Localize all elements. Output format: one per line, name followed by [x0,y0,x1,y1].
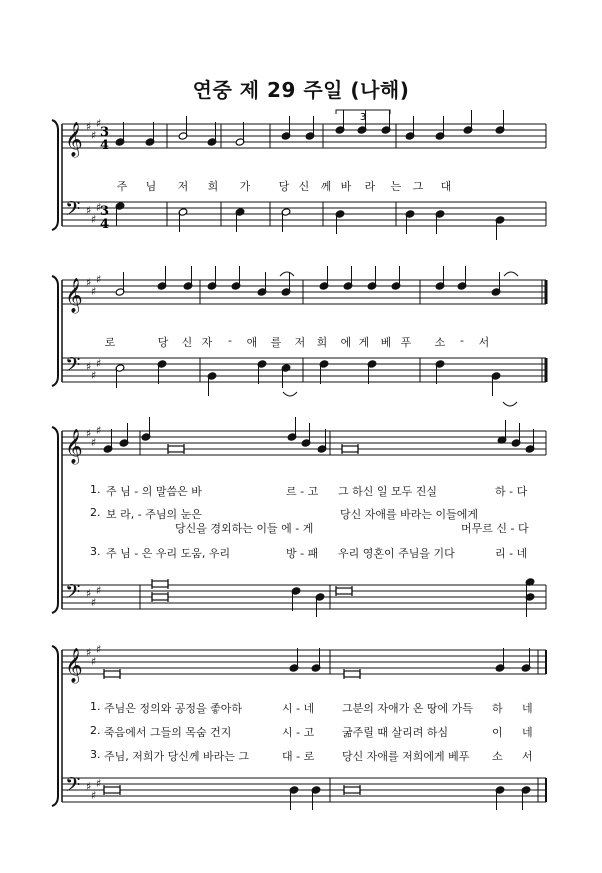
refrain-syllable: - [460,334,464,347]
fermata-icon [280,272,294,276]
verse-number: 3. [90,545,101,558]
sharp-icon: ♯ [86,587,92,600]
bass-staff-3 [62,585,546,609]
page-title: 연중 제 29 주일 (나해) [192,78,410,102]
verse-text: 서 [522,750,533,763]
sharp-icon: ♯ [96,643,102,656]
system-bracket [52,120,58,230]
refrain-syllable: 희 [207,180,219,193]
refrain-syllable: 바 [340,180,352,193]
breve-note [342,446,358,452]
refrain-syllable: - [228,334,232,347]
triplet-mark: 3 [359,112,367,123]
verse-text: 네 [522,726,533,739]
sharp-icon: ♯ [86,427,92,440]
bass-clef-icon: 𝄢 [65,353,81,381]
sharp-icon: ♯ [86,276,92,289]
verse-text: 주님, 저희가 당신께 바라는 그 [104,750,249,763]
verse-text: 우리 영혼이 주님을 기다 [338,547,455,560]
refrain-syllable: 베 [380,336,392,349]
refrain-syllable: 님 [145,180,157,193]
bass-clef-icon: 𝄢 [65,773,81,801]
breve-note [336,588,352,594]
fermata-icon [504,272,518,276]
breve-note [152,581,168,587]
verse-text: 그 하신 일 모두 진실 [338,485,437,498]
bass-clef-icon: 𝄢 [65,580,81,608]
verse-text: 소 [492,750,503,763]
sharp-icon: ♯ [91,129,97,142]
refrain-syllable: 게 [358,336,370,349]
refrain-syllable: 는 [390,180,402,193]
breve-note [104,671,120,677]
verse-text: 르 - 고 [286,485,319,498]
treble-staff-4 [62,650,546,674]
refrain-syllable: 가 [239,180,251,193]
sharp-icon: ♯ [86,360,92,373]
refrain-syllable: 신 [181,336,193,349]
verse-text: 하 - 다 [495,485,528,498]
verse-number: 1. [90,483,101,496]
verse-number: 3. [90,748,101,761]
verse-text: 방 - 패 [286,547,319,560]
system-bracket [52,276,58,386]
sharp-icon: ♯ [91,213,97,226]
verse-text: 이 [492,726,503,739]
bass-staff-2 [62,358,546,382]
verse-text: 주 님 - 의 말씀은 바 [106,485,202,498]
sharp-icon: ♯ [86,120,92,133]
refrain-syllable: 저 [294,336,306,349]
refrain-syllable: 대 [440,180,452,193]
verse-text: 네 [522,702,533,715]
time-signature-bottom: 4 [100,138,110,153]
verse-text: 그분의 자애가 온 땅에 가득 [342,702,473,715]
verse-number: 1. [90,700,101,713]
sharp-icon: ♯ [96,777,102,790]
refrain-syllable: 당 [157,336,169,349]
time-signature-top-bass: 3 [100,204,110,219]
refrain-syllable: 푸 [400,336,412,349]
verse-number: 2. [90,724,101,737]
treble-staff-1 [62,124,546,148]
time-signature-bottom-bass: 4 [100,217,110,232]
verse-text: 시 - 네 [282,702,315,715]
breve-note [344,787,360,793]
refrain-syllable: 애 [246,336,258,349]
refrain-syllable: 서 [478,336,490,349]
bass-staff-1 [62,202,546,226]
verse-text: 보 라, - 주님의 눈은 [106,508,202,521]
refrain-syllable: 저 [177,180,189,193]
verse-text: 시 - 고 [282,726,315,739]
sharp-icon: ♯ [86,204,92,217]
sharp-icon: ♯ [96,424,102,437]
verse-number: 2. [90,506,101,519]
time-signature-top: 3 [100,125,110,140]
verse-text: 리 - 네 [495,547,528,560]
bass-staff-4 [62,778,546,802]
verse-text: 당신 자애를 바라는 이들에게 [340,508,479,521]
bass-clef-icon: 𝄢 [65,197,81,225]
verse-text: 하 [492,702,503,715]
refrain-syllable: 주 [116,180,128,193]
treble-clef-icon: 𝄞 [65,648,83,683]
refrain-syllable: 에 [340,336,352,349]
treble-staff-2 [62,280,546,304]
refrain-syllable: 자 [201,336,213,349]
refrain-syllable: 희 [316,336,328,349]
sharp-icon: ♯ [91,596,97,609]
verse-text: 당신 자애를 저희에게 베푸 [342,750,470,763]
verse-text: 머무르 신 - 다 [461,522,529,535]
treble-clef-icon: 𝄞 [65,122,83,157]
sharp-icon: ♯ [86,780,92,793]
sharp-icon: ♯ [91,285,97,298]
system-bracket [52,427,58,613]
sharp-icon: ♯ [91,655,97,668]
sharp-icon: ♯ [91,369,97,382]
breve-note [168,446,184,452]
sharp-icon: ♯ [91,789,97,802]
sharp-icon: ♯ [86,646,92,659]
refrain-syllable: 신 [298,180,310,193]
sharp-icon: ♯ [96,357,102,370]
verse-text: 죽음에서 그들의 목숨 건지 [104,726,232,739]
sharp-icon: ♯ [96,584,102,597]
refrain-syllable: 당 [278,180,290,193]
treble-clef-icon: 𝄞 [65,278,83,313]
fermata-icon [503,402,517,406]
refrain-syllable: 를 [270,336,282,349]
refrain-syllable: 로 [104,336,116,349]
sharp-icon: ♯ [96,117,102,130]
breve-note [344,671,360,677]
sharp-icon: ♯ [96,201,102,214]
system-bracket [52,646,58,806]
refrain-syllable: 라 [364,180,376,193]
treble-clef-icon: 𝄞 [65,429,83,464]
verse-text: 대 - 로 [282,750,315,763]
verse-text: 주 님 - 은 우리 도움, 우리 [106,547,231,560]
sharp-icon: ♯ [96,273,102,286]
verse-text: 굶주릴 때 살리려 하심 [342,726,449,739]
sharp-icon: ♯ [91,436,97,449]
fermata-icon [283,392,297,396]
breve-note [152,594,168,600]
verse-text: 당신을 경외하는 이들 에 - 게 [175,522,314,535]
refrain-syllable: 께 [320,180,332,193]
refrain-syllable: 소 [434,336,446,349]
breve-note [104,787,120,793]
refrain-syllable: 그 [412,180,424,193]
verse-text: 주님은 정의와 공정을 좋아하 [104,702,243,715]
